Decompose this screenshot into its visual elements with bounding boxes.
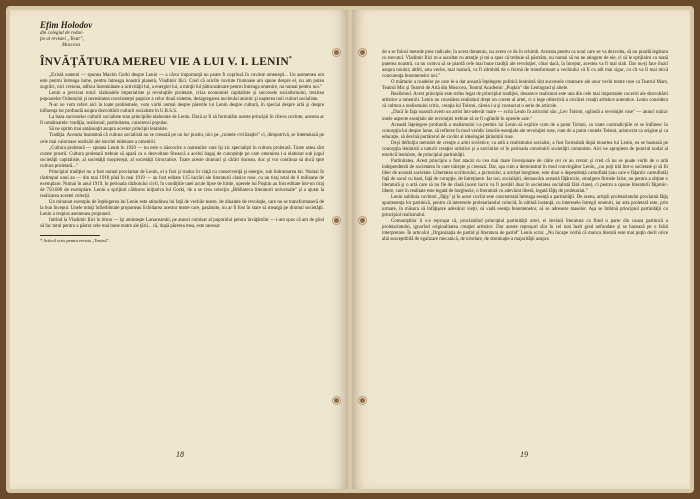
left-page: [10, 10, 348, 489]
paragraph: Deşi definiţia metodei de creaţie a artei sovietice, ca artă a realismului socialist, a fost formulată după moartea lui Lenin, ea se bazează pe concepţia leninistă a naturii creaţiei artistice şi a sarcinilor ei în perioada construirii societăţii comuniste. Aici ne apropiem de punctul nodal al esteticii leniniste, de principiul partinităţii.: [382, 140, 668, 158]
paragraph: „Există oameni — spunea Maxim Gorki despre Lenin — a căror importanţă nu poate fi cuprinsă în cuvinte omeneşti... Un asemenea om este pentru întreaga lume, pentru întreaga noastră planetă, Vladimir Ilici. Cred că oricîte cuvinte frumoase am spune despre el, nu am putea zugrăvi, nici creiona, adînca însemnătate a activităţii lui, a energiei lui, a minţii lui pătrunzătoare pentru întreaga omenire, nu numai pentru noi.": [40, 73, 324, 91]
paragraph: Principiul tradiţiei nu a fost numai proclamat de Lenin, el a fost şi tradus în viaţă cu consecvenţă şi energie, sub îndrumarea lui. Numai în răstimpul unui an — din mai 1918 pînă în mai 1919 — au fost editate 115 lucrări ale literaturii clasice ruse, cu un tiraj total de 6 milioane de exemplare. Numai în anul 1919, în perioada războiului civil, în condiţiile unei acute lipse de hîrtie, operele lui Puşkin au fost editate într-un tiraj de 750.000 de exemplare. Lenin a sprijinit călduros iniţiativa lui Gorki, de a se crea colecţia „Biblioteca literaturii universale" şi a ajutat la realizarea acestei colecţii.: [40, 169, 324, 199]
footnote: * Articol scris pentru revista „Teatrul".: [40, 238, 110, 244]
paragraph: Realismul. Acest principiu este strîns legat de principiul tradiţiei, deoarece realismul este una din cele mai importante cuceriri ale dezvoltării artistice a omenirii. Lenin nu considera realismul drept un curent al artei, ci o lege obiectivă a oricărei creaţii artistice autentice. Lenin considera că cultura a realismului critic, creaţia lui Tolstoi, căreia i-a şi consacrat o serie de articole.: [382, 92, 668, 110]
paragraph: „Cultura proletară — spunea Lenin în 1920 — nu este o născocire a oamenilor care îşi zic specialişti în cultura proletară. Toate astea sînt curate prostii. Cultura proletară trebuie să apară ca o dezvoltare firească a acelui bagaj de cunoştinţe pe care omenirea l-a elaborat sub jugul societăţii capitaliste, al societăţii moşiereşti, al societăţii birocratice. Toate aceste drumuri şi cărări duceau, duc şi vor continua să ducă spre cultura proletară...": [40, 145, 324, 169]
page-number: 19: [520, 450, 528, 459]
article-body-continued: [382, 50, 668, 244]
paragraph: Lenin sublinia cuvîntul „făţiş" şi în acest cuvînt este concentrată întreaga esenţă a partinităţii. De aceea, artiştii proletariatului proclamă făţiş apartenenţa lor partinică, pentru că interesele proletariatului coincid, în ultimă instanţă, cu interesele întregii omeniri, iar arta proletară este, prin urmare, în măsura să înfăţişeze adevărul vieţii, să vadă esenţa fenomenelor, să se adreseze maselor. Aşa se îmbină principiul partinităţii cu principiul realismului.: [382, 195, 668, 219]
affiliation-line: din colegiul de redac-: [40, 31, 84, 36]
paragraph: Această înţelegere profundă a realismului i-a permis lui Lenin să explice cum de a putut Tolstoi, cu toate contradicţiile ce se întîlnesc în concepţia lui despre lume, să reflecte în mod veridic laturile esenţiale ale revoluţiei ruse, cum de a putut contele Tolstoi, aristocrat ca origine şi ca educaţie, să devină purtătorul de cuvînt al ideologiei ţărănimii ruse.: [382, 122, 668, 140]
book-spread: [6, 6, 694, 493]
paragraph: Lenin a previzut totul: războaiele imperialiste şi revoluţiile proletare, criza economiei capitaliste şi succesele socialismului, trezirea popoarelor Orientului şi necesitatea coexistenţei paşnice a celor două sisteme, dezagregarea nucleului atomic şi naşterea noii culturi socialiste.: [40, 91, 324, 103]
paragraph: Să ne oprim mai amănunţit asupra acestor principii leniniste.: [49, 127, 168, 133]
paragraph: „Dacă în faţa noastră avem un artist într-adevăr mare — scria Lenin în articolul său „Lev Tolstoi, oglindă a revoluţiei ruse" — atunci măcar unele aspecte esenţiale ale revoluţiei trebuie să se fi oglindit în operele sale.": [382, 110, 668, 122]
binding-hole: [334, 50, 339, 55]
paragraph: Partinitatea. Acest principiu a fost atacat cu cea mai mare înverşunare de către cei ce au crezut şi cred că nu se poate vorbi de o artă independentă de societatea în care trăieşte şi creează. Dar, aşa cum a demonstrat în mod convingător Lenin, „nu poţi trăi într-o societate şi să fii liber de această societate. Libertatea scriitorului, a pictorului, a actriţei burgheze, este doar o dependenţă camuflată (sau care e făţarnic camuflată) faţă de sacul cu bani, faţă de corupţie, de întreţinere. Iar noi, socialiştii, demascăm această făţărnicie, smulgem firmele false, nu pentru a obţine o literatură şi o artă care să nu fie de clasă (acest lucru va fi posibil doar în societatea socialistă fără clase), ci pentru a opune literaturii făţarnic-libere, care în realitate este legată de burghezie, o literatură cu adevărat liberă, legată făţiş de proletariat.": [382, 158, 668, 195]
paragraph: Comuniştilor li s-a reproşat că, proclamînd principiul partinităţii artei, ei declară literatura ca fiind o parte din cauza partinică a proletariatului, ignorînd originalitatea creaţiei artistice. Dar aceste reproşuri sînt în cel mai înalt grad nefondate şi se bazează pe o falsă interpretare. În articolul „Organizaţia de partid şi literatura de partid" Lenin scria: „Nu încape vorbă că munca literară este mai puţin decît orice altă susceptibilă de egalizare mecanică, de nivelare, de dominaţie a majorităţii asupra: [382, 219, 668, 243]
paragraph: Un minunat exemplu de înţelegerea lui Lenin este atitudinea lui faţă de vechile teatre, de dinainte de revoluţie, care nu se transformaseră de la bun început. Unele minţi înfierbîntate propuneau lichidarea acestor teatre care, pasămite, nu ar fi fost în stare să meargă pe drumul societăţii. Lenin a respins asemenea propuneri.: [40, 199, 324, 218]
binding-hole: [360, 398, 365, 403]
paragraph: Intrînd la Vladimir Ilici în birou — îşi aminteşte Lunacearski, pe atunci comisar al poporului pentru învăţămînt — i-am spus că am de gînd să fac totul pentru a păstra cele mai bune teatre ale ţării... că, după părerea mea, este necesar: [40, 218, 324, 230]
article-title-text: ÎNVĂŢĂTURA MEREU VIE A LUI V. I. LENIN: [40, 56, 289, 68]
paragraph: N-ar ne vom referi aici la toate problemele, vom vorbi numai despre părerile lui Lenin despre cultură, în special despre artă şi despre influenţa lor profundă asupra dezvoltării culturii socialiste în U.R.S.S.: [40, 103, 324, 115]
footnote-divider: [40, 235, 100, 236]
right-column: [382, 50, 668, 244]
affiliation-line: Moscova: [62, 43, 81, 48]
paragraph: Tradiţia. Aceasta înseamnă că cultura socialistă nu se creează pe un loc pustiu, nici pe „ruinele civilizaţiei" ci, dimpotrivă, se întemeiază pe cele mai valoroase realizări ale istoriei milenare a omenirii.: [40, 133, 324, 145]
author-affiliation: [40, 31, 324, 49]
author-name: Efim Holodov: [40, 20, 93, 30]
binding-hole: [334, 398, 339, 403]
paragraph: O mărturie a roadelor pe care le-a dat această înţelegere politică leninistă sînt succesele creatoare ale unor vechi teatre ruse ca Teatrul Mare, Teatrul Mic şi Teatrul de Artă din Moscova, Teatrul Academic „Puşkin" din Leningrad şi altele.: [382, 80, 668, 92]
article-body: [40, 73, 324, 230]
binding-hole: [360, 218, 365, 223]
page-number: 18: [176, 450, 184, 459]
paragraph: de a se folosi metode prea radicale; în acest domeniu, nu avem ce da în schimb. Aceasta pentru ca noul care se va dezvolta, să nu piardă legătura cu trecutul. Vladimir Ilici m-a ascultat cu atenţie şi mi-a spus că trebuie să păstrăm, nu numai să nu ne atingem de ele, ci să le sprijinim cu toată puterea noastră, ca nu cumva să se piardă cele mai bune tradiţii ale revoluţiei, chiar dacă, la început, acestea va fi mai slab. Dar nu-ţi face iluzii asupra noului; altfel, arta veche, mai matură, va fi zdrobită de o formă de transformare a vechiului vă fi cu atît mai sigur, cu cît va fi mai mică concurenţa fenomenelor noi.": [382, 50, 668, 80]
left-column: [40, 20, 324, 243]
title-footnote-mark: *: [288, 56, 293, 62]
binding-hole: [360, 50, 365, 55]
paragraph: La baza succeselor culturii socialiste stau principiile elaborate de Lenin. Dacă ar fi să formulăm aceste principii în cîteva cuvinte, acestea ar fi următoarele: tradiţia, realismul, partinitatea, caracterul popular.: [40, 115, 324, 127]
binding-hole: [334, 218, 339, 223]
article-title: [40, 56, 324, 68]
right-page: [352, 10, 690, 489]
affiliation-line: ţie al revistei „Teatr",: [40, 37, 84, 42]
